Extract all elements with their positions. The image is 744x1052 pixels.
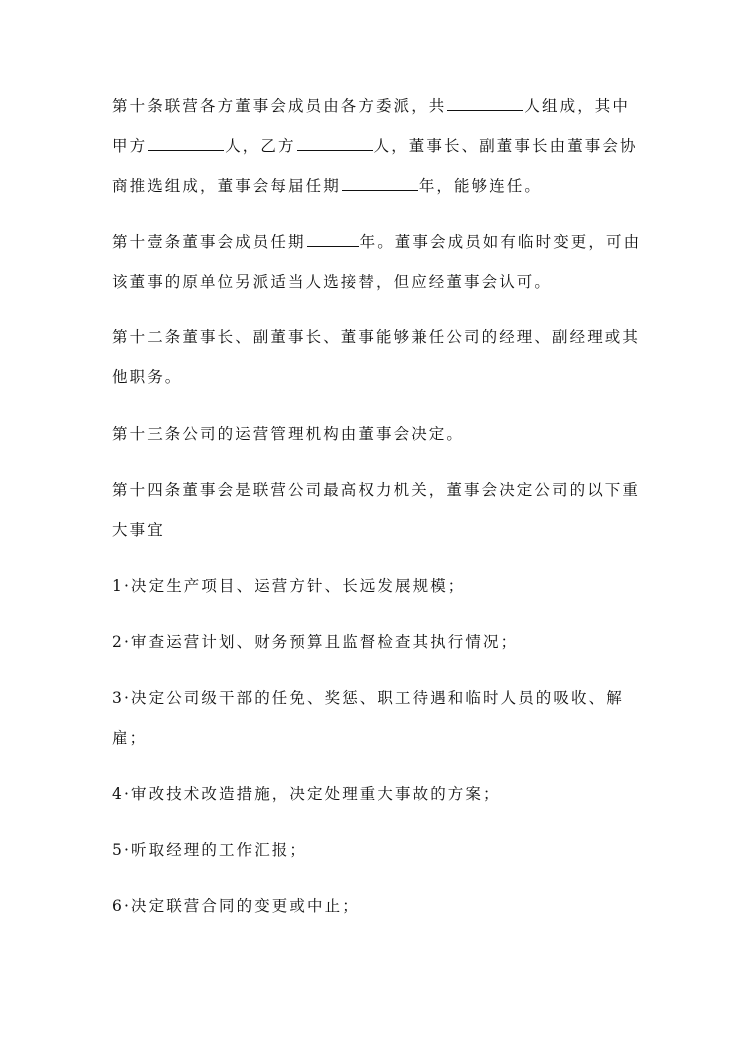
article-10-text-3a: 商推选组成，董事会每届任期 bbox=[112, 177, 341, 195]
list-item-2: 2·审查运营计划、财务预算且监督检查其执行情况； bbox=[112, 633, 519, 651]
list-item-4: 4·审改技术改造措施，决定处理重大事故的方案； bbox=[112, 785, 501, 803]
article-12-line-2: 他职务。 bbox=[112, 368, 183, 386]
article-10-text-2c: 人，董事长、副董事长由董事会协 bbox=[373, 137, 638, 155]
list-item-3-line-2: 雇； bbox=[112, 729, 148, 747]
article-10-line-3 bbox=[112, 176, 542, 196]
article-14-line-2: 大事宜 bbox=[112, 521, 165, 539]
list-item-5: 5·听取经理的工作汇报； bbox=[112, 841, 307, 859]
list-item-6: 6·决定联营合同的变更或中止； bbox=[112, 897, 360, 915]
article-10-line-2 bbox=[112, 136, 638, 156]
list-item-3-line-1: 3·决定公司级干部的任免、奖惩、职工待遇和临时人员的吸收、解 bbox=[112, 689, 624, 707]
blank-member-term bbox=[307, 232, 359, 247]
article-10-text-1a: 第十条联营各方董事会成员由各方委派，共 bbox=[112, 97, 447, 115]
article-11-text-1a: 第十壹条董事会成员任期 bbox=[112, 233, 306, 251]
article-10-text-1b: 人组成，其中 bbox=[524, 97, 631, 115]
article-11-line-1 bbox=[112, 232, 641, 252]
article-11-text-1b: 年。董事会成员如有临时变更，可由 bbox=[359, 233, 642, 251]
blank-term-years bbox=[342, 176, 418, 191]
blank-party-a-count bbox=[148, 136, 224, 151]
article-11-line-2: 该董事的原单位另派适当人选接替，但应经董事会认可。 bbox=[112, 273, 553, 291]
blank-member-count bbox=[447, 96, 523, 111]
list-item-1: 1·决定生产项目、运营方针、长远发展规模； bbox=[112, 577, 466, 595]
blank-party-b-count bbox=[297, 136, 373, 151]
article-14-line-1: 第十四条董事会是联营公司最高权力机关，董事会决定公司的以下重 bbox=[112, 481, 641, 499]
article-10-line-1 bbox=[112, 96, 630, 116]
article-13-line-1: 第十三条公司的运营管理机构由董事会决定。 bbox=[112, 425, 465, 443]
article-10-text-3b: 年，能够连任。 bbox=[418, 177, 543, 195]
article-10-text-2a: 甲方 bbox=[112, 137, 148, 155]
article-10-text-2b: 人，乙方 bbox=[225, 137, 296, 155]
article-12-line-1: 第十二条董事长、副董事长、董事能够兼任公司的经理、副经理或其 bbox=[112, 328, 641, 346]
